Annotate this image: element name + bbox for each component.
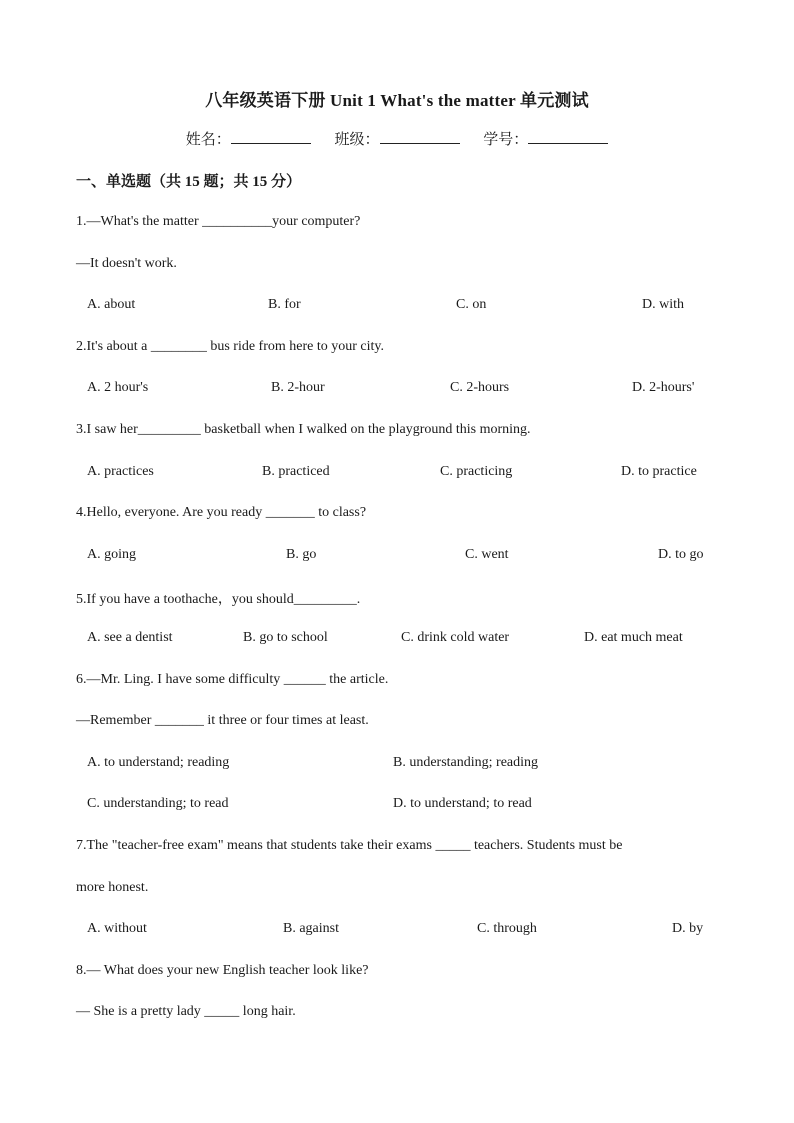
q4-option-c[interactable]: C. went	[465, 547, 509, 562]
number-blank[interactable]	[528, 129, 608, 144]
q5-option-c[interactable]: C. drink cold water	[401, 630, 510, 645]
q5-option-a[interactable]: A. see a dentist	[87, 630, 173, 645]
q2-option-c[interactable]: C. 2-hours	[450, 380, 510, 395]
question-7-stem: 7.The "teacher-free exam" means that students take their exams _____ teachers. Students must be	[76, 838, 623, 853]
question-8-line-2: — She is a pretty lady _____ long hair.	[76, 1004, 296, 1019]
number-label: 学号：	[483, 132, 529, 148]
class-blank[interactable]	[380, 129, 460, 144]
question-4-stem: 4.Hello, everyone. Are you ready _______ to class?	[76, 505, 367, 520]
q3-option-b[interactable]: B. practiced	[262, 464, 330, 479]
question-7-line-2: more honest.	[76, 880, 149, 895]
class-label: 班级：	[334, 132, 380, 148]
question-8-stem: 8.— What does your new English teacher look like?	[76, 963, 369, 978]
class-field	[334, 128, 459, 149]
q1-option-a[interactable]: A. about	[87, 297, 136, 312]
page-title: 八年级英语下册 Unit 1 What's the matter 单元测试	[205, 91, 589, 110]
section-title: 一、单选题（共 15 题；共 15 分）	[76, 174, 302, 190]
student-info	[0, 128, 794, 149]
q3-option-d[interactable]: D. to practice	[621, 464, 697, 479]
q3-option-c[interactable]: C. practicing	[440, 464, 513, 479]
q4-option-b[interactable]: B. go	[286, 547, 317, 562]
q7-option-a[interactable]: A. without	[87, 921, 147, 936]
q2-option-d[interactable]: D. 2-hours'	[632, 380, 695, 395]
q6-option-a[interactable]: A. to understand; reading	[87, 755, 230, 770]
q6-option-b[interactable]: B. understanding; reading	[393, 755, 539, 770]
q7-option-b[interactable]: B. against	[283, 921, 339, 936]
q5-option-d[interactable]: D. eat much meat	[584, 630, 683, 645]
q3-option-a[interactable]: A. practices	[87, 464, 154, 479]
name-field	[186, 128, 311, 149]
question-6-stem: 6.—Mr. Ling. I have some difficulty ______ the article.	[76, 672, 389, 687]
q2-option-b[interactable]: B. 2-hour	[271, 380, 325, 395]
q7-option-d[interactable]: D. by	[672, 921, 704, 936]
name-label: 姓名：	[185, 132, 231, 148]
q4-option-a[interactable]: A. going	[87, 547, 136, 562]
q4-option-d[interactable]: D. to go	[658, 547, 704, 562]
number-field	[483, 128, 608, 149]
q2-option-a[interactable]: A. 2 hour's	[87, 380, 149, 395]
question-5-stem: 5.If you have a toothache，you should_________.	[76, 592, 361, 607]
question-1-stem: 1.—What's the matter __________your computer?	[76, 214, 361, 229]
question-6-line-2: —Remember _______ it three or four times at least.	[76, 713, 369, 728]
question-2-stem: 2.It's about a ________ bus ride from here to your city.	[76, 339, 384, 354]
name-blank[interactable]	[231, 129, 311, 144]
question-3-stem: 3.I saw her_________ basketball when I walked on the playground this morning.	[76, 422, 531, 437]
q6-option-c[interactable]: C. understanding; to read	[87, 796, 229, 811]
q1-option-c[interactable]: C. on	[456, 297, 487, 312]
question-1-line-2: —It doesn't work.	[76, 256, 177, 271]
q7-option-c[interactable]: C. through	[477, 921, 537, 936]
q5-option-b[interactable]: B. go to school	[243, 630, 328, 645]
q1-option-b[interactable]: B. for	[268, 297, 301, 312]
q6-option-d[interactable]: D. to understand; to read	[393, 796, 532, 811]
q1-option-d[interactable]: D. with	[642, 297, 684, 312]
